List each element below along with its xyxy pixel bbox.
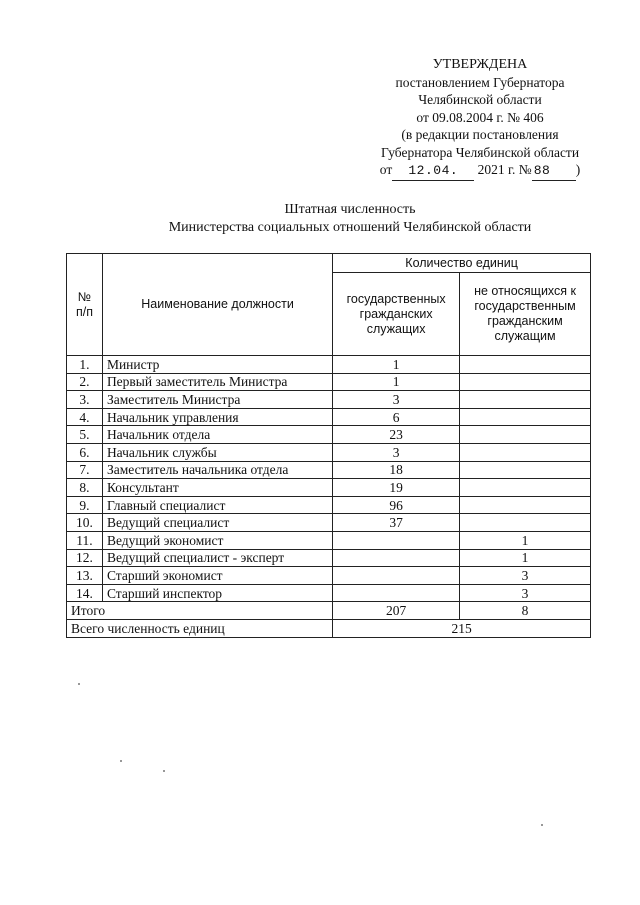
row-non <box>460 356 591 374</box>
header-num: № п/п <box>67 254 103 356</box>
table-row <box>67 426 591 444</box>
row-gov: 6 <box>333 408 460 426</box>
grand-label: Всего численность единиц <box>67 619 333 637</box>
row-name: Первый заместитель Министра <box>102 373 332 391</box>
row-num: 1. <box>67 356 103 374</box>
row-non <box>460 373 591 391</box>
approval-heading: УТВЕРЖДЕНА <box>432 57 528 72</box>
row-gov: 3 <box>333 443 460 461</box>
row-non <box>460 391 591 409</box>
scan-speck <box>541 824 543 826</box>
row-gov: 19 <box>333 479 460 497</box>
row-name: Начальник отдела <box>102 426 332 444</box>
row-gov: 23 <box>333 426 460 444</box>
row-name: Ведущий специалист - эксперт <box>102 549 332 567</box>
row-gov: 96 <box>333 496 460 514</box>
row-non: 3 <box>460 584 591 602</box>
row-gov <box>333 549 460 567</box>
approval-block <box>330 56 630 181</box>
row-num: 12. <box>67 549 103 567</box>
title-line-1: Штатная численность <box>284 202 416 217</box>
scan-speck <box>120 760 122 762</box>
row-gov: 3 <box>333 391 460 409</box>
header-name: Наименование должности <box>102 254 332 356</box>
row-name: Министр <box>102 356 332 374</box>
table-row <box>67 479 591 497</box>
row-name: Заместитель начальника отдела <box>102 461 332 479</box>
close-paren: ) <box>575 162 581 177</box>
approval-line: Губернатора Челябинской области <box>380 144 580 160</box>
total-non: 8 <box>460 602 591 620</box>
table-row <box>67 373 591 391</box>
row-gov <box>333 567 460 585</box>
row-non: 1 <box>460 531 591 549</box>
row-num: 13. <box>67 567 103 585</box>
row-non <box>460 496 591 514</box>
table-row <box>67 461 591 479</box>
row-gov: 18 <box>333 461 460 479</box>
row-non: 3 <box>460 567 591 585</box>
table-row <box>67 549 591 567</box>
table-row <box>67 356 591 374</box>
row-num: 11. <box>67 531 103 549</box>
row-num: 14. <box>67 584 103 602</box>
row-name: Ведущий экономист <box>102 531 332 549</box>
approval-line: Челябинской области <box>418 92 542 107</box>
row-non <box>460 514 591 532</box>
row-gov: 37 <box>333 514 460 532</box>
scan-speck <box>78 683 80 685</box>
title-line-2: Министерства социальных отношений Челябинской области <box>168 220 532 235</box>
total-row <box>67 602 591 620</box>
row-name: Старший экономист <box>102 567 332 585</box>
row-name: Начальник службы <box>102 443 332 461</box>
table-row <box>67 584 591 602</box>
date-prefix: от <box>379 162 393 177</box>
approval-date-line <box>330 161 630 181</box>
row-name: Старший инспектор <box>102 584 332 602</box>
staff-table <box>66 253 591 638</box>
number-field: 88 <box>532 162 576 181</box>
table-row <box>67 443 591 461</box>
row-num: 5. <box>67 426 103 444</box>
row-num: 6. <box>67 443 103 461</box>
header-gov: государственных гражданских служащих <box>333 273 460 356</box>
header-non-gov: не относящихся к государственным гражданским служащим <box>460 273 591 356</box>
row-gov <box>333 584 460 602</box>
table-row <box>67 567 591 585</box>
total-gov: 207 <box>333 602 460 620</box>
date-field: 12.04. <box>392 162 474 181</box>
row-num: 3. <box>67 391 103 409</box>
row-non <box>460 426 591 444</box>
row-name: Главный специалист <box>102 496 332 514</box>
row-non <box>460 443 591 461</box>
row-num: 10. <box>67 514 103 532</box>
approval-line: от 09.08.2004 г. № 406 <box>416 109 544 125</box>
table-row <box>67 531 591 549</box>
row-num: 9. <box>67 496 103 514</box>
grand-total-row <box>67 619 591 637</box>
grand-value: 215 <box>333 619 591 637</box>
scan-speck <box>163 770 165 772</box>
approval-line: постановлением Губернатора <box>395 74 565 90</box>
row-gov <box>333 531 460 549</box>
row-gov: 1 <box>333 356 460 374</box>
row-name: Начальник управления <box>102 408 332 426</box>
row-non <box>460 408 591 426</box>
row-non <box>460 461 591 479</box>
row-name: Ведущий специалист <box>102 514 332 532</box>
approval-line: (в редакции постановления <box>401 127 559 142</box>
year-text: 2021 г. № <box>477 162 532 177</box>
document-title <box>60 201 640 237</box>
total-label: Итого <box>67 602 333 620</box>
row-name: Консультант <box>102 479 332 497</box>
row-num: 4. <box>67 408 103 426</box>
header-qty: Количество единиц <box>333 254 591 273</box>
table-row <box>67 391 591 409</box>
row-non <box>460 479 591 497</box>
row-num: 7. <box>67 461 103 479</box>
row-gov: 1 <box>333 373 460 391</box>
table-row <box>67 496 591 514</box>
row-non: 1 <box>460 549 591 567</box>
row-name: Заместитель Министра <box>102 391 332 409</box>
row-num: 2. <box>67 373 103 391</box>
table-row <box>67 514 591 532</box>
row-num: 8. <box>67 479 103 497</box>
table-row <box>67 408 591 426</box>
